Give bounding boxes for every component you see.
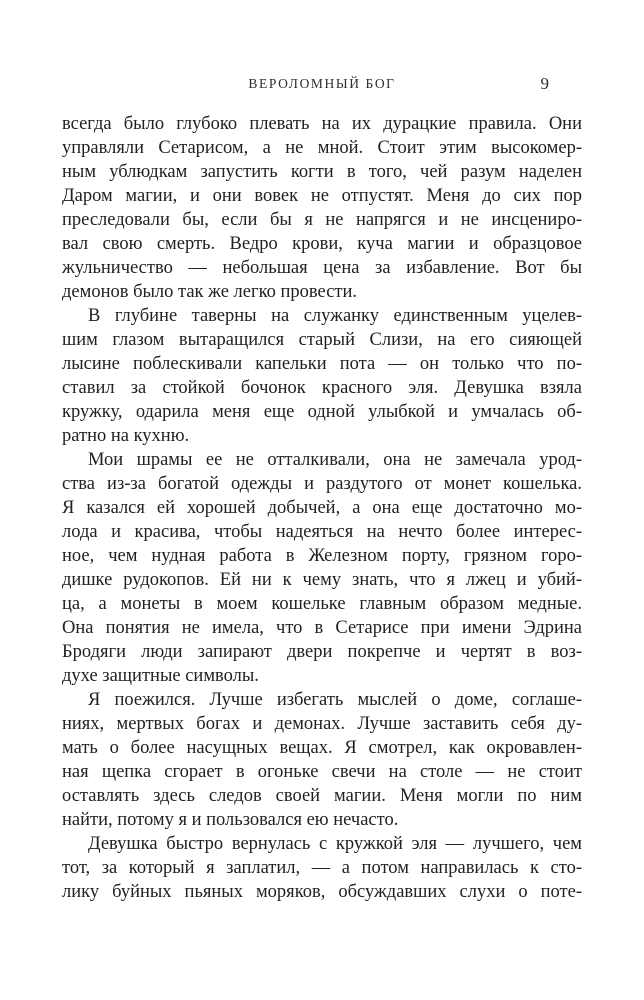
paragraph bbox=[62, 688, 582, 832]
text-line: демонов было так же легко провести. bbox=[62, 282, 358, 302]
text-line: ца, а монеты в моем кошельке главным образом медные. bbox=[62, 594, 582, 614]
paragraph bbox=[62, 832, 582, 904]
text-line: управляли Сетарисом, а не мной. Стоит этим высокомер- bbox=[62, 138, 582, 158]
running-header bbox=[62, 76, 582, 94]
text-line: Даром магии, и они вовек не отпустят. Меня до сих пор bbox=[62, 186, 582, 206]
text-line: мать о более насущных вещах. Я смотрел, как окровавлен- bbox=[62, 738, 582, 758]
text-line: найти, потому я и пользовался ею нечасто. bbox=[62, 810, 399, 830]
text-line: тот, за который я заплатил, — а потом направилась к сто- bbox=[62, 858, 582, 878]
paragraph bbox=[62, 448, 582, 688]
text-line: Она понятия не имела, что в Сетарисе при имени Эдрина bbox=[62, 618, 582, 638]
text-line: Мои шрамы ее не отталкивали, она не замечала урод- bbox=[88, 450, 582, 470]
paragraph bbox=[62, 304, 582, 448]
text-line: ное, чем нудная работа в Железном порту, грязном горо- bbox=[62, 546, 582, 566]
text-line: духе защитные символы. bbox=[62, 666, 259, 686]
text-line: Девушка быстро вернулась с кружкой эля — лучшего, чем bbox=[88, 834, 582, 854]
page-body bbox=[62, 112, 582, 904]
text-line: Я поежился. Лучше избегать мыслей о доме, соглаше- bbox=[88, 690, 582, 710]
text-line: ным ублюдкам запустить когти в того, чей разум наделен bbox=[62, 162, 582, 182]
page-number: 9 bbox=[540, 74, 549, 93]
running-head-title: ВЕРОЛОМНЫЙ БОГ bbox=[248, 76, 396, 91]
paragraph bbox=[62, 112, 582, 304]
text-line: всегда было глубоко плевать на их дурацкие правила. Они bbox=[62, 114, 582, 134]
text-line: шим глазом вытаращился старый Слизи, на его сияющей bbox=[62, 330, 582, 350]
text-line: оставлять здесь следов своей магии. Меня могли по ним bbox=[62, 786, 582, 806]
text-line: преследовали бы, если бы я не напрягся и не инсцениро- bbox=[62, 210, 582, 230]
text-line: ставил за стойкой бочонок красного эля. Девушка взяла bbox=[62, 378, 582, 398]
text-line: ства из-за богатой одежды и раздутого от монет кошелька. bbox=[62, 474, 582, 494]
text-line: жульничество — небольшая цена за избавление. Вот бы bbox=[62, 258, 582, 278]
text-line: В глубине таверны на служанку единственным уцелев- bbox=[88, 306, 582, 326]
text-line: ратно на кухню. bbox=[62, 426, 190, 446]
text-line: Я казался ей хорошей добычей, а она еще достаточно мо- bbox=[62, 498, 582, 518]
text-line: Бродяги люди запирают двери покрепче и чертят в воз- bbox=[62, 642, 582, 662]
text-line: лысине поблескивали капельки пота — он только что по- bbox=[62, 354, 582, 374]
text-line: лику буйных пьяных моряков, обсуждавших слухи о поте- bbox=[62, 882, 582, 902]
text-line: ная щепка сгорает в огоньке свечи на столе — не стоит bbox=[62, 762, 582, 782]
text-line: лода и красива, чтобы надеяться на нечто более интерес- bbox=[62, 522, 582, 542]
text-line: вал свою смерть. Ведро крови, куча магии и образцовое bbox=[62, 234, 582, 254]
text-line: кружку, одарила меня еще одной улыбкой и умчалась об- bbox=[62, 402, 582, 422]
text-line: дишке рудокопов. Ей ни к чему знать, что я лжец и убий- bbox=[62, 570, 582, 590]
text-line: ниях, мертвых богах и демонах. Лучше заставить себя ду- bbox=[62, 714, 582, 734]
